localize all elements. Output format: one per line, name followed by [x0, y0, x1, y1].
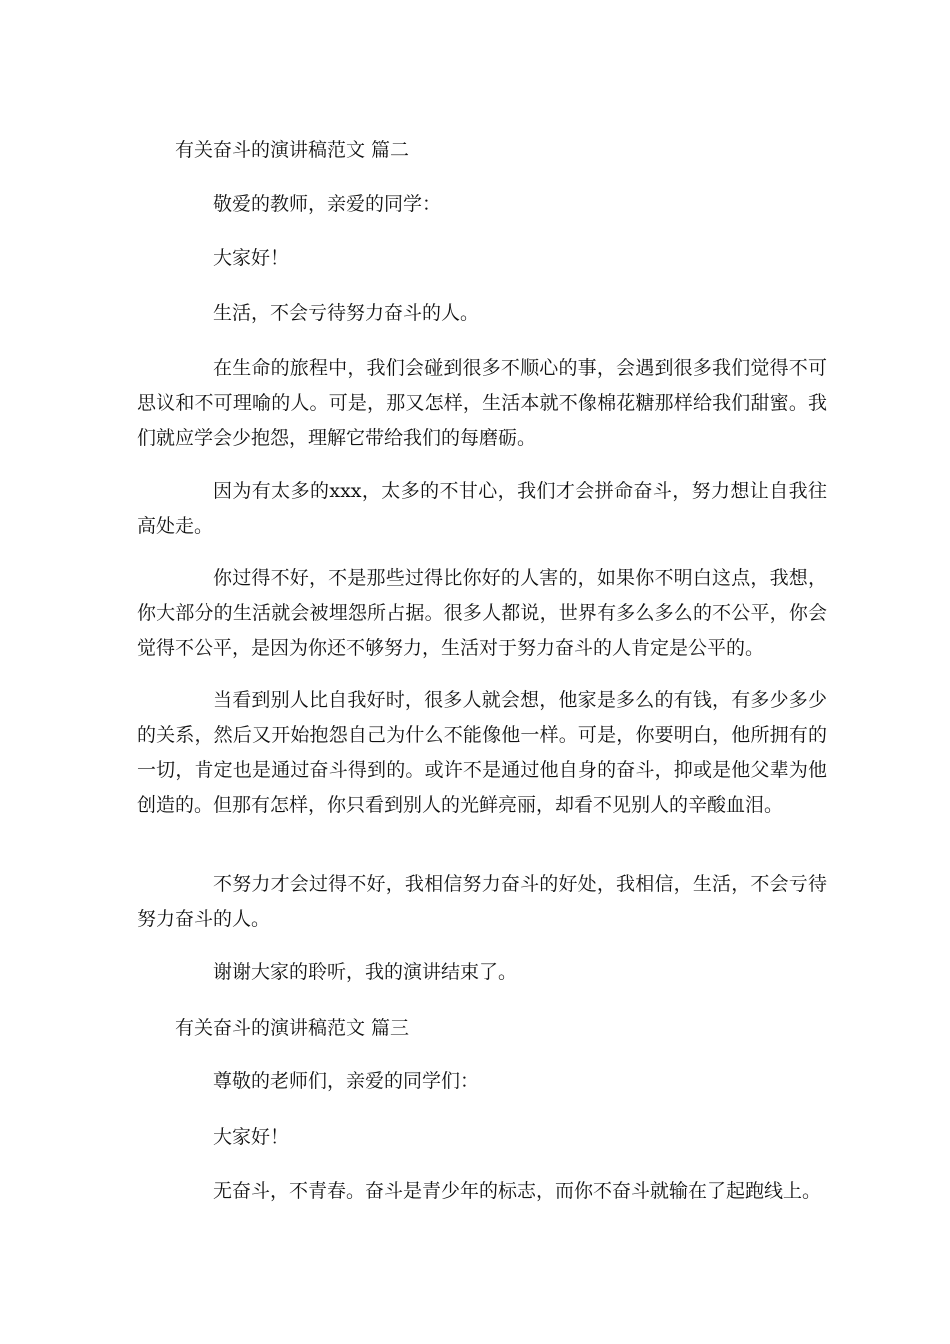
section3-paragraph-1: 无奋斗，不青春。奋斗是青少年的标志，而你不奋斗就输在了起跑线上。 — [213, 1180, 822, 1202]
section2-hello: 大家好！ — [213, 247, 290, 269]
section2-greeting: 敬爱的教师，亲爱的同学： — [213, 193, 442, 215]
section2-paragraph-6: 不努力才会过得不好，我相信努力奋斗的好处，我相信，生活，不会亏待努力奋斗的人。 — [137, 873, 827, 930]
section2-closing: 谢谢大家的聆听，我的演讲结束了。 — [213, 961, 518, 983]
section2-title: 有关奋斗的演讲稿范文 篇二 — [175, 139, 410, 161]
section2-paragraph-2: 在生命的旅程中，我们会碰到很多不顺心的事，会遇到很多我们觉得不可思议和不可理喻的人。可是，那又怎样，生活本就不像棉花糖那样给我们甜蜜。我们就应学会少抱怨，理解它带给我们的每磨砺。 — [137, 357, 827, 449]
section3-greeting: 尊敬的老师们，亲爱的同学们： — [213, 1070, 480, 1092]
section2-paragraph-1: 生活，不会亏待努力奋斗的人。 — [213, 302, 480, 324]
section2-paragraph-4: 你过得不好，不是那些过得比你好的人害的，如果你不明白这点，我想，你大部分的生活就会被埋怨所占据。很多人都说，世界有多么多么的不公平，你会觉得不公平，是因为你还不够努力，生活对于努力奋斗的人肯定是公平的。 — [137, 567, 827, 659]
section2-paragraph-3: 因为有太多的xxx，太多的不甘心，我们才会拼命奋斗，努力想让自我往高处走。 — [137, 480, 827, 537]
section2-paragraph-5: 当看到别人比自我好时，很多人就会想，他家是多么的有钱，有多少多少的关系，然后又开始抱怨自己为什么不能像他一样。可是，你要明白，他所拥有的一切，肯定也是通过奋斗得到的。或许不是通过他自身的奋斗，抑或是他父辈为他创造的。但那有怎样，你只看到别人的光鲜亮丽，却看不见别人的辛酸血泪。 — [137, 689, 827, 816]
section3-hello: 大家好！ — [213, 1126, 290, 1148]
section3-title: 有关奋斗的演讲稿范文 篇三 — [175, 1017, 410, 1039]
